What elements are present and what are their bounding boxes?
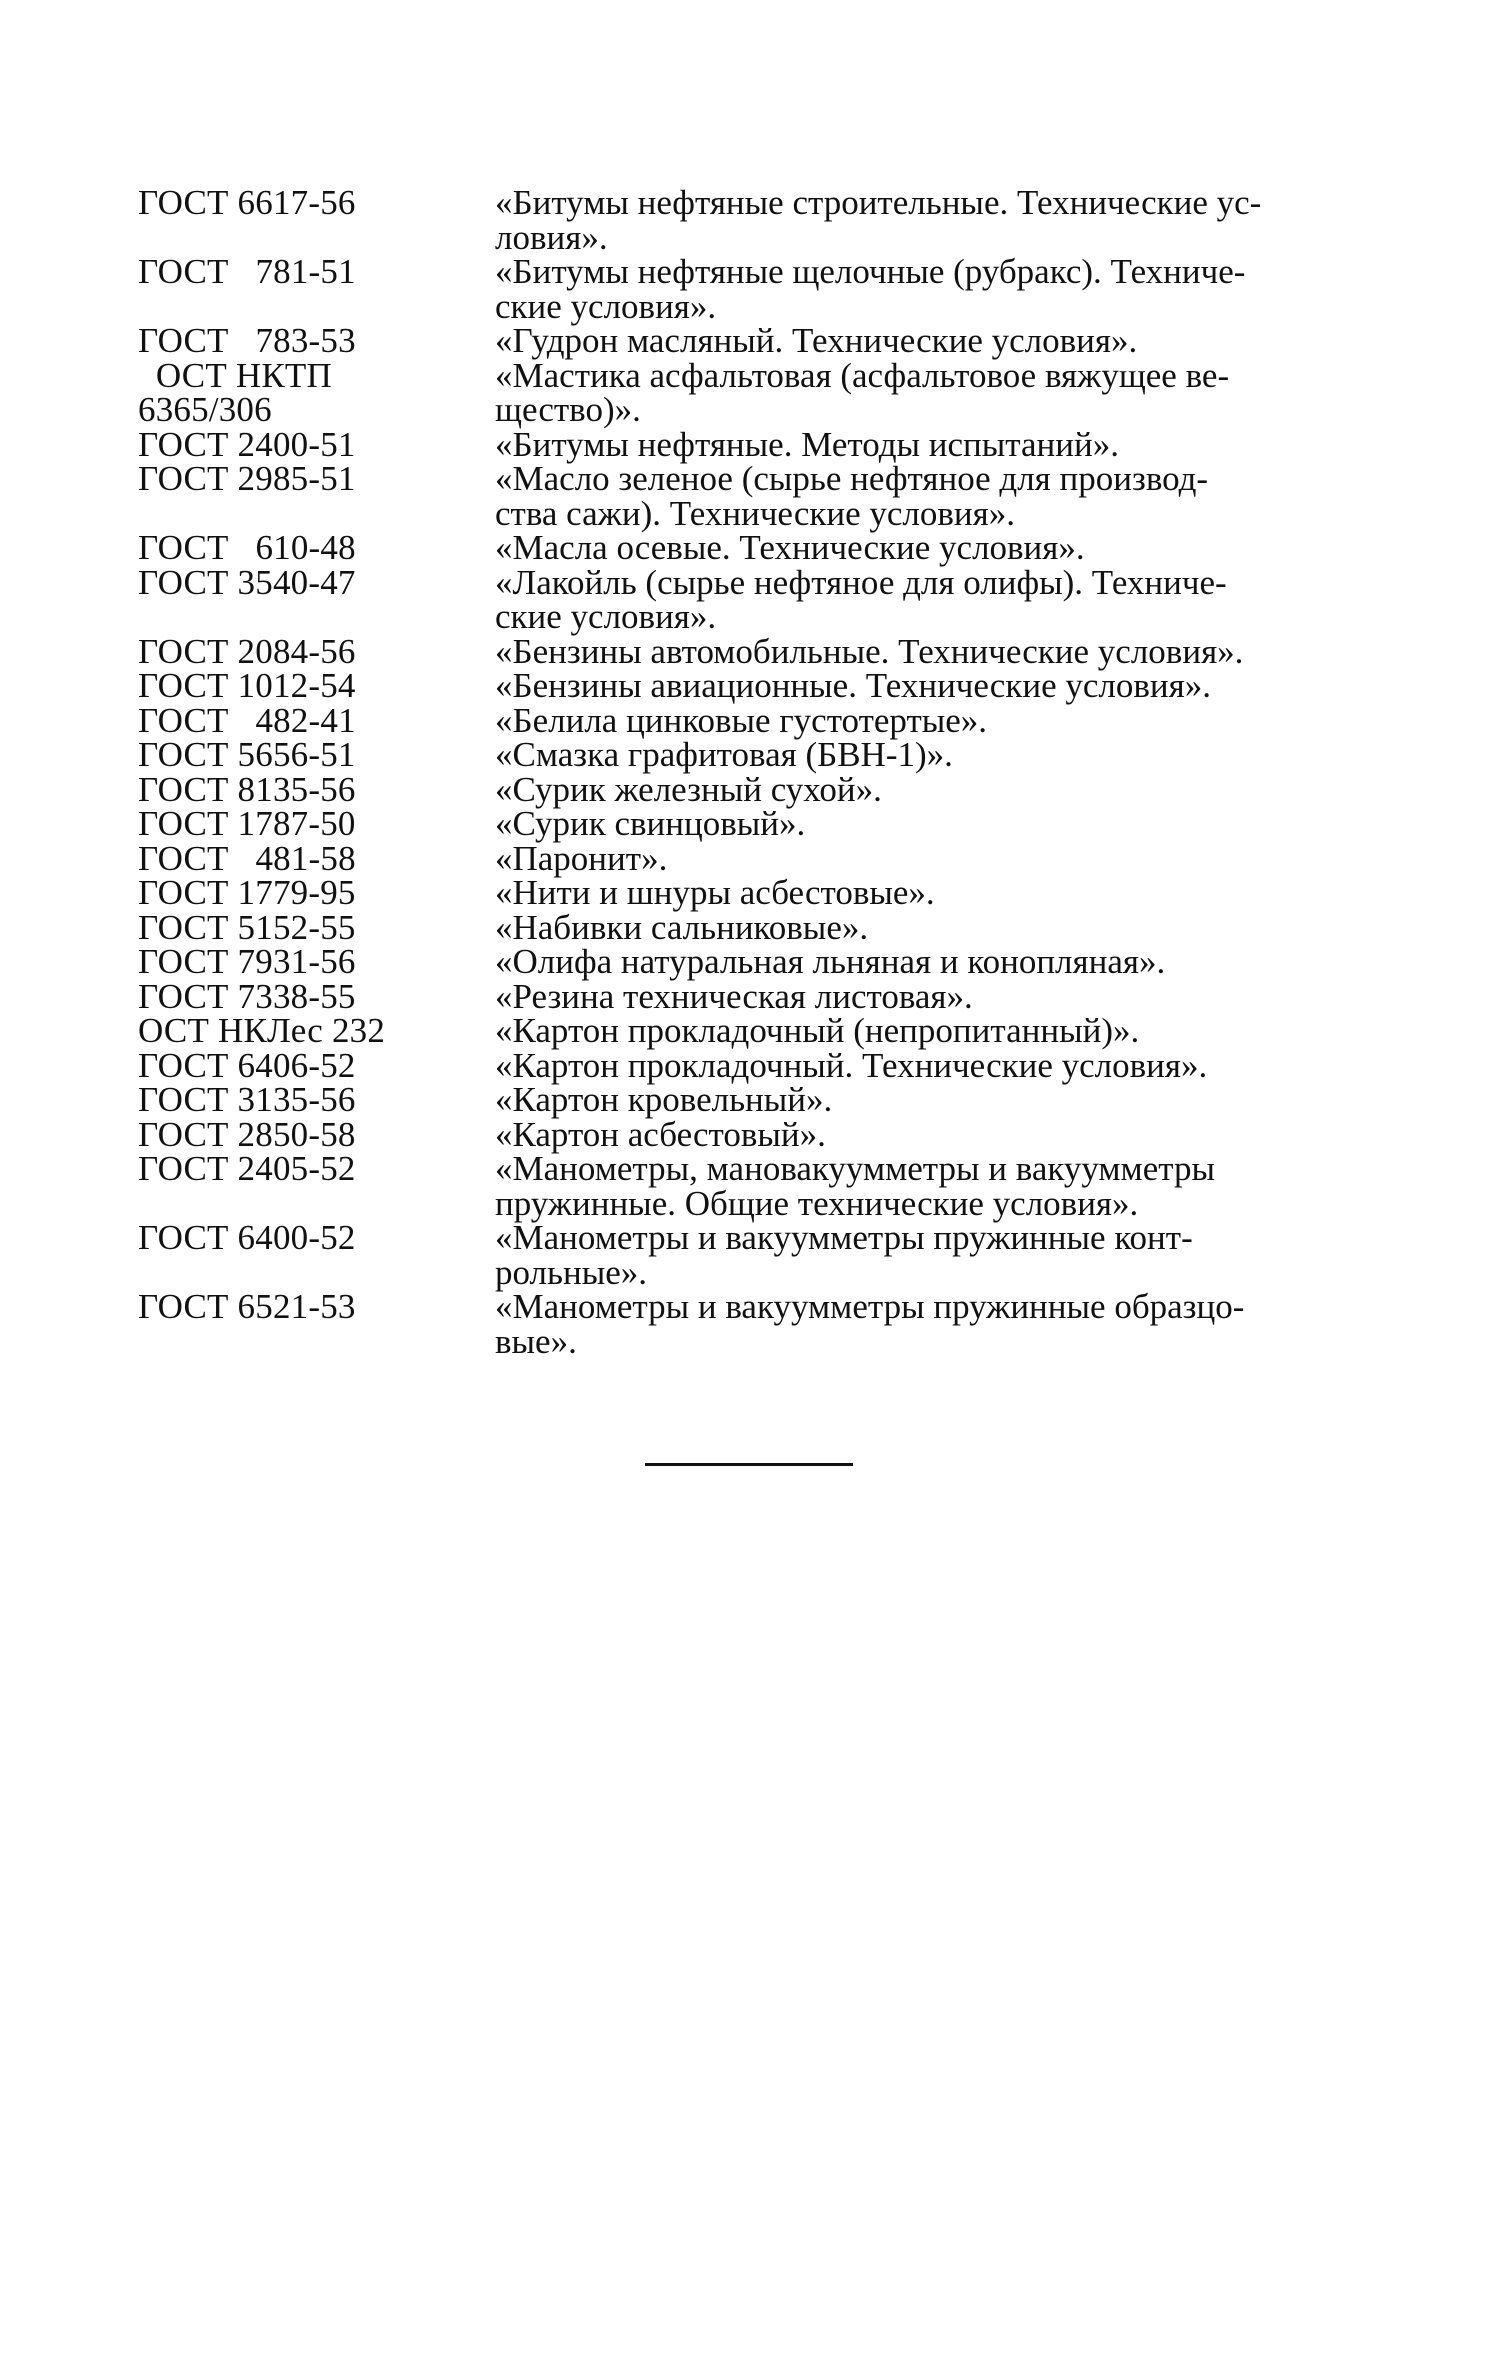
standard-entry: [138, 1045, 1360, 1085]
standard-code: ГОСТ 482-41: [138, 700, 356, 740]
standard-title: «Масла осевые. Технические условия».: [495, 528, 1085, 567]
standard-code: ГОСТ 6617-56: [138, 183, 356, 222]
standard-title: «Масло зеленое (сырье нефтяное для производ- ства сажи). Технические условия».: [495, 459, 1209, 533]
standard-entry: [138, 424, 1360, 464]
standard-code: ГОСТ 610-48: [138, 528, 356, 567]
standard-code: ГОСТ 2985-51: [138, 459, 356, 498]
standard-code: ГОСТ 6400-52: [138, 1218, 356, 1257]
standard-entry: [138, 1114, 1360, 1154]
standard-code: ГОСТ 783-53: [138, 321, 356, 360]
standard-entry: [138, 321, 1360, 360]
standard-entry: [138, 769, 1360, 809]
standard-code: ГОСТ 2084-56: [138, 631, 356, 671]
end-rule: [645, 1463, 853, 1466]
standard-code: ГОСТ 7338-55: [138, 976, 356, 1016]
standard-title: «Лакойль (сырье нефтяное для олифы). Техниче- ские условия».: [495, 562, 1227, 636]
standard-code: ГОСТ 5656-51: [138, 735, 356, 774]
standard-code: ГОСТ 1787-50: [138, 804, 356, 843]
standard-code: ГОСТ 7931-56: [138, 942, 356, 981]
standard-code: ГОСТ 5152-55: [138, 907, 356, 947]
standard-code: ГОСТ 481-58: [138, 838, 356, 878]
standard-entry: [138, 1218, 1360, 1292]
standard-title: «Картон прокладочный. Технические условия».: [495, 1045, 1208, 1085]
standard-entry: [138, 355, 1360, 429]
standard-title: «Нити и шнуры асбестовые».: [495, 873, 935, 912]
standard-entry: [138, 528, 1360, 567]
standard-title: «Манометры и вакуумметры пружинные образцо- вые».: [495, 1287, 1245, 1361]
standard-entry: [138, 873, 1360, 912]
standard-title: «Битумы нефтяные. Методы испытаний».: [495, 424, 1120, 464]
standard-title: «Набивки сальниковые».: [495, 907, 869, 947]
standard-entry: [138, 1080, 1360, 1119]
standard-entry: [138, 252, 1360, 326]
standard-title: «Паронит».: [495, 838, 668, 878]
standard-title: «Мастика асфальтовая (асфальтовое вяжущее ве- щество)».: [495, 355, 1230, 429]
standard-title: «Гудрон масляный. Технические условия».: [495, 321, 1138, 360]
standard-entry: [138, 631, 1360, 671]
standard-title: «Олифа натуральная льняная и конопляная».: [495, 942, 1166, 981]
standard-title: «Резина техническая листовая».: [495, 976, 973, 1016]
standard-entry: [138, 735, 1360, 774]
standard-entry: [138, 562, 1360, 636]
standard-code: ГОСТ 2400-51: [138, 424, 356, 464]
standard-entry: [138, 907, 1360, 947]
standard-code: ГОСТ 6406-52: [138, 1045, 356, 1085]
standard-entry: [138, 804, 1360, 843]
standard-code: ГОСТ 6521-53: [138, 1287, 356, 1326]
standard-code: ГОСТ 781-51: [138, 252, 356, 291]
standard-entry: [138, 666, 1360, 705]
standard-title: «Картон прокладочный (непропитанный)».: [495, 1011, 1140, 1050]
standard-entry: [138, 976, 1360, 1016]
standard-code: ОСТ НКЛес 232: [138, 1011, 386, 1050]
standard-entry: [138, 183, 1360, 257]
standard-title: «Битумы нефтяные щелочные (рубракс). Техниче- ские условия».: [495, 252, 1246, 326]
standard-code: ГОСТ 1779-95: [138, 873, 356, 912]
standard-title: «Белила цинковые густотертые».: [495, 700, 988, 740]
standard-entry: [138, 1149, 1360, 1223]
standard-code: ГОСТ 2405-52: [138, 1149, 356, 1188]
standard-code: ГОСТ 3135-56: [138, 1080, 356, 1119]
standard-code: ОСТ НКТП 6365/306: [138, 355, 332, 429]
standard-entry: [138, 838, 1360, 878]
standard-title: «Бензины авиационные. Технические условия».: [495, 666, 1211, 705]
standards-list: [138, 183, 1360, 1361]
standard-entry: [138, 942, 1360, 981]
standard-code: ГОСТ 3540-47: [138, 562, 356, 602]
standard-title: «Картон асбестовый».: [495, 1114, 826, 1154]
standard-entry: [138, 1287, 1360, 1361]
standard-title: «Смазка графитовая (БВН-1)».: [495, 735, 953, 774]
standard-code: ГОСТ 8135-56: [138, 769, 356, 809]
standard-title: «Сурик железный сухой».: [495, 769, 882, 809]
standard-entry: [138, 700, 1360, 740]
standard-title: «Манометры, мановакуумметры и вакуумметры пружинные. Общие технические условия».: [495, 1149, 1215, 1223]
standard-entry: [138, 459, 1360, 533]
standard-code: ГОСТ 1012-54: [138, 666, 356, 705]
standard-entry: [138, 1011, 1360, 1050]
standard-code: ГОСТ 2850-58: [138, 1114, 356, 1154]
standard-title: «Картон кровельный».: [495, 1080, 833, 1119]
standard-title: «Сурик свинцовый».: [495, 804, 806, 843]
standard-title: «Битумы нефтяные строительные. Технические ус- ловия».: [495, 183, 1262, 257]
standard-title: «Манометры и вакуумметры пружинные конт- рольные».: [495, 1218, 1193, 1292]
standard-title: «Бензины автомобильные. Технические условия».: [495, 631, 1244, 671]
